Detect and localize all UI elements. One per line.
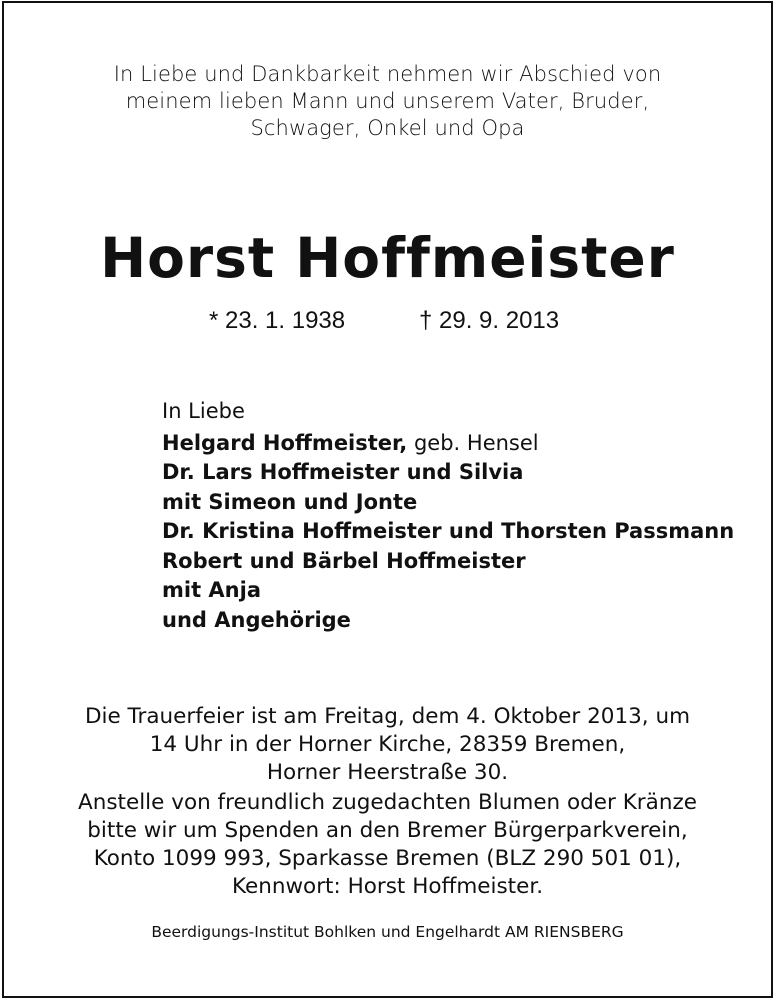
family-member: und Angehörige [162,607,351,632]
intro-line: Schwager, Onkel und Opa [250,116,525,140]
spouse-name: Helgard Hoffmeister, [162,430,408,455]
donation-line: Konto 1099 993, Sparkasse Bremen (BLZ 290 501 01), [93,846,682,871]
obituary-notice [2,1,773,998]
family-lead: In Liebe [162,399,245,423]
donation-info [4,789,771,901]
birth-date: * 23. 1. 1938 [209,307,346,334]
intro-text [4,61,771,142]
intro-line: meinem lieben Mann und unserem Vater, Bruder, [125,89,650,113]
family-member-spouse [162,429,734,459]
service-line: Horner Heerstraße 30. [266,760,509,785]
donation-line: Kennwort: Horst Hoffmeister. [231,874,544,899]
donation-line: Anstelle von freundlich zugedachten Blumen oder Kränze [78,790,697,815]
donation-line: bitte wir um Spenden an den Bremer Bürgerparkverein, [87,818,688,843]
intro-line: In Liebe und Dankbarkeit nehmen wir Abschied von [113,62,662,86]
funeral-service-info [4,703,771,787]
family-member: mit Anja [162,578,262,602]
spouse-maiden-name: geb. Hensel [407,430,539,455]
family-member: Dr. Kristina Hoffmeister und Thorsten Passmann [162,519,735,543]
deceased-name: Horst Hoffmeister [100,226,675,290]
family-list [162,397,734,635]
family-member: Dr. Lars Hoffmeister und Silvia [162,460,524,484]
death-date: † 29. 9. 2013 [419,307,560,334]
service-line: Die Trauerfeier ist am Freitag, dem 4. Oktober 2013, um [84,704,691,729]
funeral-home: Beerdigungs-Institut Bohlken und Engelhardt AM RIENSBERG [151,923,624,941]
family-member: Robert und Bärbel Hoffmeister [162,548,526,573]
family-member: mit Simeon und Jonte [162,489,418,514]
service-line: 14 Uhr in der Horner Kirche, 28359 Bremen, [149,732,626,757]
